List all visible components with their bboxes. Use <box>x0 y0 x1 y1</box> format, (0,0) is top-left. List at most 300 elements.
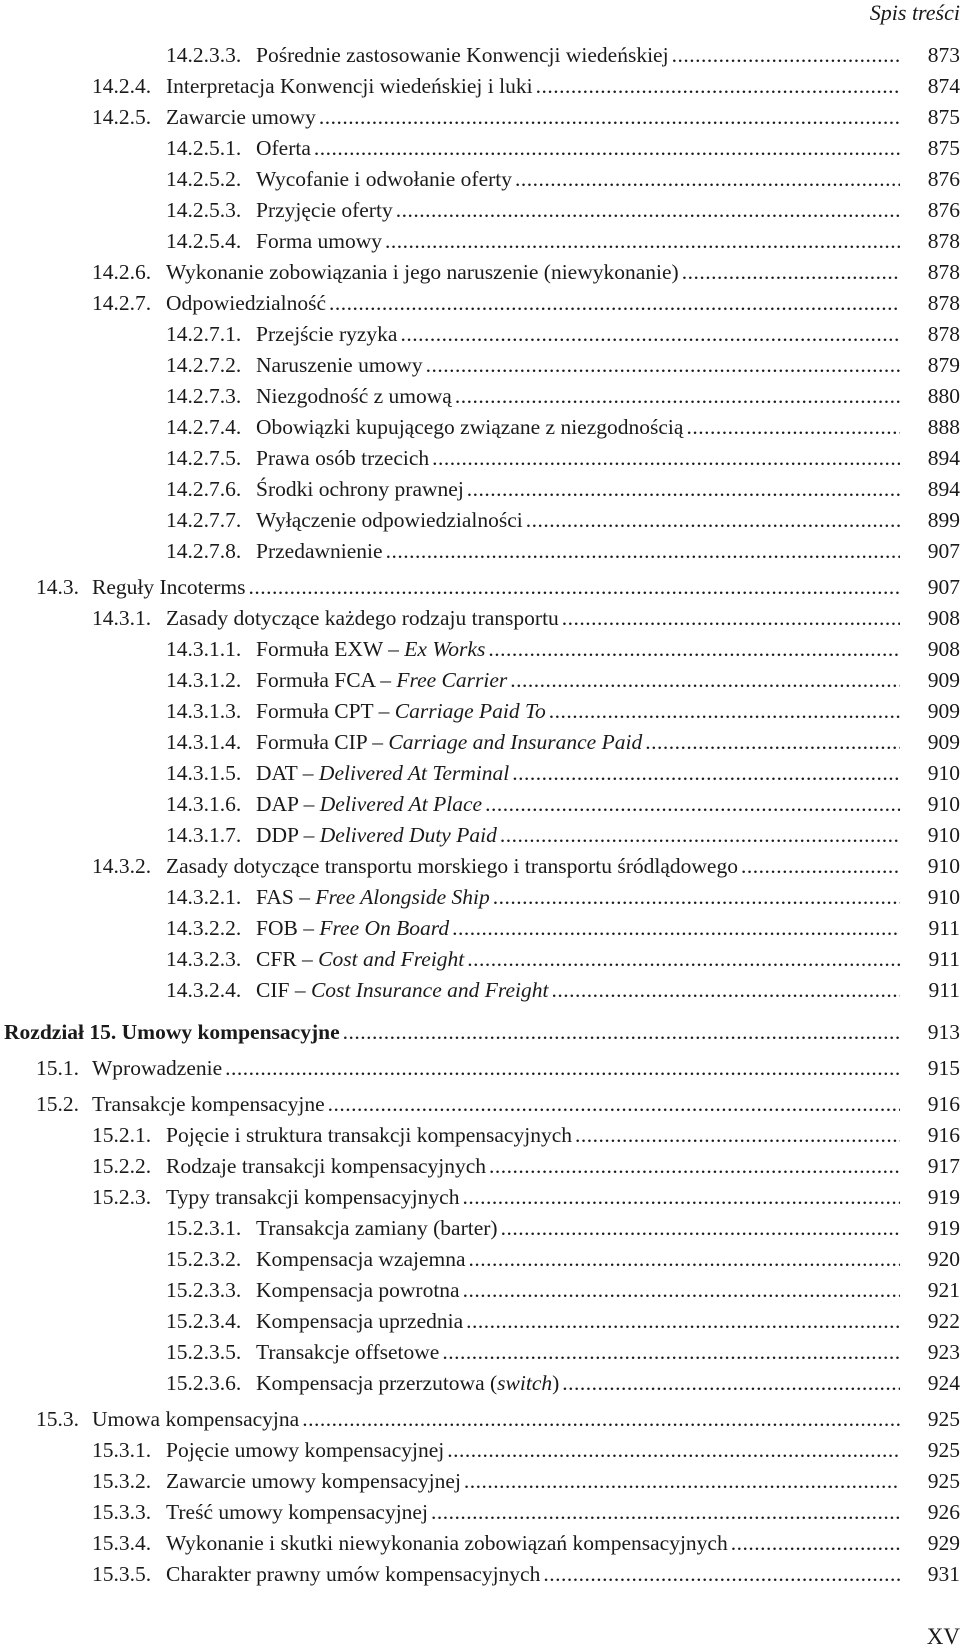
dot-leader <box>467 474 900 505</box>
dot-leader <box>501 1213 900 1244</box>
toc-entry-title-text: Zasady dotyczące transportu morskiego i transportu śródlądowego <box>166 854 738 878</box>
toc-entry[interactable] <box>0 1244 960 1275</box>
toc-entry-title-text: Formuła FCA – <box>256 668 397 692</box>
dot-leader <box>493 882 900 913</box>
toc-entry-title-text: Zawarcie umowy kompensacyjnej <box>166 1469 461 1493</box>
toc-entry-title <box>256 975 551 1006</box>
toc-entry[interactable] <box>0 1182 960 1213</box>
toc-entry-title-text: Kompensacja powrotna <box>256 1278 460 1302</box>
toc-entry[interactable] <box>0 319 960 350</box>
toc-entry-page: 875 <box>927 136 960 160</box>
toc-entry-title <box>92 572 248 603</box>
dot-leader <box>400 319 900 350</box>
toc-entry-title <box>256 412 686 443</box>
toc-entry-page: 899 <box>927 508 960 532</box>
toc-entry-title <box>256 820 500 851</box>
toc-entry-title-text: Przedawnienie <box>256 539 383 563</box>
dot-leader <box>426 350 900 381</box>
toc-entry-number: 14.3.1.5. <box>166 761 242 785</box>
toc-entry-number: 14.2.5.4. <box>166 229 242 253</box>
toc-entry[interactable] <box>0 851 960 882</box>
toc-entry-number: 15.3.3. <box>92 1500 152 1524</box>
toc-entry-title <box>256 536 386 567</box>
toc-entry[interactable] <box>0 1337 960 1368</box>
toc-entry-title-text: DDP – <box>256 823 320 847</box>
toc-entry-title <box>256 758 512 789</box>
toc-entry-number: 15.1. <box>36 1056 79 1080</box>
toc-entry-title-text: Wycofanie i odwołanie oferty <box>256 167 513 191</box>
toc-entry-title-text: Kompensacja przerzutowa ( <box>256 1371 498 1395</box>
toc-entry-page: 926 <box>927 1500 960 1524</box>
toc-entry-number: 14.3. <box>36 575 79 599</box>
toc-entry[interactable] <box>0 1089 960 1120</box>
toc-entry-page: 922 <box>927 1309 960 1333</box>
toc-entry-title <box>256 133 314 164</box>
toc-entry-page: 916 <box>927 1123 960 1147</box>
toc-entry-title-italic: Cost and Freight <box>318 947 465 971</box>
toc-entry-page: 910 <box>927 885 960 909</box>
dot-leader <box>463 1275 900 1306</box>
toc-entry[interactable] <box>0 758 960 789</box>
toc-chapter-entry[interactable] <box>0 1017 960 1048</box>
toc-entry-page: 894 <box>927 477 960 501</box>
toc-entry-title-text: Transakcja zamiany (barter) <box>256 1216 498 1240</box>
toc-entry-number: 15.3. <box>36 1407 79 1431</box>
dot-leader <box>467 944 900 975</box>
toc-entry-title-text: Transakcje offsetowe <box>256 1340 440 1364</box>
dot-leader <box>462 1182 900 1213</box>
toc-entry[interactable] <box>0 1559 960 1590</box>
toc-entry-number: 14.2.7.5. <box>166 446 242 470</box>
toc-entry[interactable] <box>0 40 960 71</box>
toc-entry-title <box>92 1404 302 1435</box>
toc-entry[interactable] <box>0 1053 960 1084</box>
toc-entry-title <box>256 727 645 758</box>
toc-entry-title-italic: Free On Board <box>319 916 450 940</box>
dot-leader <box>485 789 900 820</box>
toc-entry-title <box>166 1120 575 1151</box>
table-of-contents <box>0 40 960 1590</box>
toc-entry-number: 14.2.7.4. <box>166 415 242 439</box>
toc-entry-page: 920 <box>927 1247 960 1271</box>
toc-entry[interactable] <box>0 634 960 665</box>
toc-entry-page: 919 <box>927 1216 960 1240</box>
toc-entry-page: 875 <box>927 105 960 129</box>
toc-entry-page: 910 <box>927 792 960 816</box>
dot-leader <box>562 603 900 634</box>
toc-entry-title-text: Umowa kompensacyjna <box>92 1407 300 1431</box>
toc-entry-title-text: Forma umowy <box>256 229 383 253</box>
toc-entry[interactable] <box>0 1404 960 1435</box>
toc-entry-title-text: Reguły Incoterms <box>92 575 246 599</box>
toc-entry-title-text: DAP – <box>256 792 320 816</box>
dot-leader <box>489 1151 900 1182</box>
toc-entry-title <box>256 350 426 381</box>
toc-entry-title <box>256 381 455 412</box>
toc-entry-title-text: Formuła CPT – <box>256 699 395 723</box>
toc-entry[interactable] <box>0 288 960 319</box>
toc-entry-number: 15.2.3.4. <box>166 1309 242 1333</box>
toc-entry-number: 15.2.3.3. <box>166 1278 242 1302</box>
toc-entry-title <box>256 443 432 474</box>
toc-entry-page: 888 <box>927 415 960 439</box>
toc-entry-number: 14.2.3.3. <box>166 43 242 67</box>
toc-entry-page: 909 <box>927 668 960 692</box>
toc-entry-number: 15.2. <box>36 1092 79 1116</box>
toc-entry-title-text: Zasady dotyczące każdego rodzaju transportu <box>166 606 559 630</box>
toc-entry-title <box>166 288 329 319</box>
toc-entry-number: 14.3.1.7. <box>166 823 242 847</box>
toc-entry-page: 911 <box>928 978 960 1002</box>
toc-entry[interactable] <box>0 1151 960 1182</box>
toc-entry-page: 907 <box>927 575 960 599</box>
dot-leader <box>432 443 900 474</box>
toc-entry-number: 15.2.3.1. <box>166 1216 242 1240</box>
toc-entry-title-text: Oferta <box>256 136 311 160</box>
toc-entry-title <box>166 851 741 882</box>
toc-entry-page: 879 <box>927 353 960 377</box>
toc-entry-page: 878 <box>927 322 960 346</box>
toc-entry-title <box>256 1368 562 1399</box>
toc-entry-title <box>256 1244 469 1275</box>
dot-leader <box>686 412 900 443</box>
toc-entry-title <box>256 40 672 71</box>
toc-entry[interactable] <box>0 603 960 634</box>
toc-entry-number: 14.3.1.1. <box>166 637 242 661</box>
toc-entry-page: 924 <box>927 1371 960 1395</box>
toc-entry[interactable] <box>0 1368 960 1399</box>
toc-entry-page: 880 <box>927 384 960 408</box>
toc-entry-page: 911 <box>928 916 960 940</box>
toc-entry[interactable] <box>0 665 960 696</box>
dot-leader <box>543 1559 900 1590</box>
toc-entry[interactable] <box>0 913 960 944</box>
toc-entry-page: 925 <box>927 1438 960 1462</box>
toc-entry-title-text: FAS – <box>256 885 316 909</box>
toc-entry-title-text: Kompensacja uprzednia <box>256 1309 464 1333</box>
toc-entry-title-italic: Delivered Duty Paid <box>319 823 497 847</box>
toc-entry-page: 878 <box>927 229 960 253</box>
toc-entry-number: 15.3.1. <box>92 1438 152 1462</box>
dot-leader <box>515 164 900 195</box>
toc-entry-number: 14.3.1.4. <box>166 730 242 754</box>
toc-entry-title-italic: Carriage and Insurance Paid <box>388 730 643 754</box>
toc-entry-page: 908 <box>927 637 960 661</box>
toc-entry-page: 908 <box>927 606 960 630</box>
toc-entry-page: 878 <box>927 291 960 315</box>
toc-entry-page: 907 <box>927 539 960 563</box>
toc-entry-title-text: Odpowiedzialność <box>166 291 327 315</box>
toc-entry[interactable] <box>0 975 960 1006</box>
toc-entry[interactable] <box>0 696 960 727</box>
toc-entry-title <box>166 1528 731 1559</box>
toc-entry-title-text: Formuła EXW – <box>256 637 405 661</box>
toc-entry[interactable] <box>0 882 960 913</box>
toc-entry-title-text: Naruszenie umowy <box>256 353 423 377</box>
toc-entry-title <box>256 944 467 975</box>
dot-leader <box>452 913 900 944</box>
toc-entry-title <box>166 1182 462 1213</box>
toc-entry-title-text: FOB – <box>256 916 320 940</box>
dot-leader <box>396 195 900 226</box>
dot-leader <box>512 758 900 789</box>
toc-entry[interactable] <box>0 102 960 133</box>
toc-entry-title-italic: Delivered At Terminal <box>318 761 510 785</box>
toc-entry-title <box>256 913 452 944</box>
toc-entry[interactable] <box>0 505 960 536</box>
toc-entry[interactable] <box>0 536 960 567</box>
toc-entry-title-text: Pojęcie umowy kompensacyjnej <box>166 1438 445 1462</box>
toc-entry-number: 14.2.7.2. <box>166 353 242 377</box>
toc-entry-title-text: Niezgodność z umową <box>256 384 452 408</box>
toc-entry-number: 15.2.2. <box>92 1154 152 1178</box>
toc-entry-title <box>166 1435 447 1466</box>
toc-entry-title-italic: Delivered At Place <box>319 792 483 816</box>
toc-entry-title <box>166 1151 489 1182</box>
toc-entry-page: 917 <box>927 1154 960 1178</box>
toc-entry[interactable] <box>0 1213 960 1244</box>
toc-entry-page: 894 <box>927 446 960 470</box>
toc-entry-number: 14.2.7.3. <box>166 384 242 408</box>
dot-leader <box>672 40 900 71</box>
toc-entry-number: 14.2.7. <box>92 291 152 315</box>
toc-entry[interactable] <box>0 727 960 758</box>
toc-entry[interactable] <box>0 350 960 381</box>
toc-entry-title-italic: switch <box>497 1371 553 1395</box>
toc-entry-title-text: Formuła CIP – <box>256 730 389 754</box>
toc-entry[interactable] <box>0 71 960 102</box>
toc-entry-title-text: Rozdział 15. Umowy kompensacyjne <box>4 1020 340 1044</box>
toc-entry[interactable] <box>0 1528 960 1559</box>
toc-entry-title <box>92 1053 225 1084</box>
toc-entry[interactable] <box>0 789 960 820</box>
toc-entry-title-text: Transakcje kompensacyjne <box>92 1092 325 1116</box>
toc-entry-number: 14.2.4. <box>92 74 152 98</box>
dot-leader <box>575 1120 900 1151</box>
toc-entry[interactable] <box>0 1306 960 1337</box>
toc-entry-title-text: Wykonanie i skutki niewykonania zobowiązań kompensacyjnych <box>166 1531 728 1555</box>
dot-leader <box>385 226 900 257</box>
dot-leader <box>731 1528 900 1559</box>
toc-entry-title <box>256 696 549 727</box>
toc-entry-number: 14.3.2.3. <box>166 947 242 971</box>
toc-entry-page: 873 <box>927 43 960 67</box>
toc-entry-number: 14.2.5.1. <box>166 136 242 160</box>
dot-leader <box>447 1435 900 1466</box>
toc-entry-number: 15.3.2. <box>92 1469 152 1493</box>
toc-entry-number: 14.2.6. <box>92 260 152 284</box>
toc-entry-number: 14.3.1. <box>92 606 152 630</box>
toc-entry-title <box>256 505 526 536</box>
dot-leader <box>469 1244 900 1275</box>
toc-entry-title <box>256 1275 463 1306</box>
toc-entry-number: 14.3.1.3. <box>166 699 242 723</box>
dot-leader <box>225 1053 900 1084</box>
toc-entry-title-text: Rodzaje transakcji kompensacyjnych <box>166 1154 487 1178</box>
toc-entry-page: 919 <box>927 1185 960 1209</box>
toc-entry-title-tail: ) <box>552 1371 560 1395</box>
toc-entry-title-text: Interpretacja Konwencji wiedeńskiej i luki <box>166 74 533 98</box>
toc-entry-title <box>166 102 319 133</box>
toc-entry-title-text: DAT – <box>256 761 319 785</box>
toc-entry-title-text: Prawa osób trzecich <box>256 446 430 470</box>
toc-entry-number: 15.3.5. <box>92 1562 152 1586</box>
toc-entry-title <box>256 474 467 505</box>
dot-leader <box>741 851 900 882</box>
toc-entry-number: 14.2.5.3. <box>166 198 242 222</box>
toc-entry-title <box>256 789 485 820</box>
toc-entry-page: 910 <box>927 823 960 847</box>
toc-entry-title <box>256 1213 501 1244</box>
toc-entry-title <box>4 1017 343 1048</box>
toc-entry[interactable] <box>0 133 960 164</box>
toc-entry-number: 15.2.1. <box>92 1123 152 1147</box>
toc-entry-page: 876 <box>927 198 960 222</box>
toc-entry-number: 14.2.7.7. <box>166 508 242 532</box>
dot-leader <box>442 1337 900 1368</box>
toc-entry-title <box>166 1559 543 1590</box>
toc-entry-title-text: Środki ochrony prawnej <box>256 477 464 501</box>
toc-entry[interactable] <box>0 1466 960 1497</box>
toc-entry-page: 916 <box>927 1092 960 1116</box>
dot-leader <box>488 634 900 665</box>
dot-leader <box>431 1497 900 1528</box>
toc-entry-page: 876 <box>927 167 960 191</box>
dot-leader <box>343 1017 900 1048</box>
toc-entry-number: 14.2.7.1. <box>166 322 242 346</box>
toc-entry-number: 14.3.1.2. <box>166 668 242 692</box>
toc-entry-title-text: Przyjęcie oferty <box>256 198 393 222</box>
toc-entry-page: 931 <box>927 1562 960 1586</box>
toc-entry[interactable] <box>0 164 960 195</box>
toc-entry-title-text: Przejście ryzyka <box>256 322 398 346</box>
dot-leader <box>302 1404 900 1435</box>
toc-entry-number: 14.2.5. <box>92 105 152 129</box>
toc-entry-title <box>256 164 515 195</box>
dot-leader <box>386 536 900 567</box>
dot-leader <box>455 381 900 412</box>
dot-leader <box>464 1466 900 1497</box>
dot-leader <box>329 288 900 319</box>
toc-entry-title <box>256 634 488 665</box>
toc-entry[interactable] <box>0 1120 960 1151</box>
toc-entry-number: 14.3.1.6. <box>166 792 242 816</box>
toc-entry-number: 14.3.2.2. <box>166 916 242 940</box>
toc-entry-title-text: Obowiązki kupującego związane z niezgodnością <box>256 415 684 439</box>
toc-entry-title-text: CFR – <box>256 947 319 971</box>
page-number-folio: XV <box>926 1624 960 1649</box>
toc-entry-page: 911 <box>928 947 960 971</box>
toc-entry-page: 874 <box>927 74 960 98</box>
dot-leader <box>500 820 900 851</box>
dot-leader <box>248 572 900 603</box>
dot-leader <box>562 1368 900 1399</box>
toc-entry-page: 913 <box>927 1020 960 1044</box>
dot-leader <box>526 505 900 536</box>
dot-leader <box>536 71 900 102</box>
toc-entry-page: 910 <box>927 761 960 785</box>
toc-entry-page: 878 <box>927 260 960 284</box>
dot-leader <box>466 1306 900 1337</box>
toc-entry[interactable] <box>0 1435 960 1466</box>
toc-entry-number: 15.2.3. <box>92 1185 152 1209</box>
toc-entry[interactable] <box>0 412 960 443</box>
toc-entry-page: 921 <box>927 1278 960 1302</box>
toc-entry-number: 15.2.3.2. <box>166 1247 242 1271</box>
toc-entry-title <box>166 257 682 288</box>
toc-entry-title-text: CIF – <box>256 978 311 1002</box>
toc-entry-title-text: Zawarcie umowy <box>166 105 316 129</box>
toc-entry-title <box>166 71 536 102</box>
toc-entry[interactable] <box>0 443 960 474</box>
toc-entry-page: 925 <box>927 1407 960 1431</box>
toc-entry-page: 925 <box>927 1469 960 1493</box>
toc-entry-page: 910 <box>927 854 960 878</box>
toc-entry-title-text: Kompensacja wzajemna <box>256 1247 466 1271</box>
toc-entry-title-text: Pośrednie zastosowanie Konwencji wiedeńskiej <box>256 43 669 67</box>
toc-entry-title-text: Wprowadzenie <box>92 1056 223 1080</box>
toc-entry[interactable] <box>0 226 960 257</box>
toc-entry-title-italic: Carriage Paid To <box>394 699 546 723</box>
toc-entry-title <box>166 603 562 634</box>
toc-entry-number: 14.3.2.4. <box>166 978 242 1002</box>
toc-entry-title <box>256 226 385 257</box>
toc-entry[interactable] <box>0 1275 960 1306</box>
toc-entry-title-text: Typy transakcji kompensacyjnych <box>166 1185 460 1209</box>
dot-leader <box>314 133 900 164</box>
dot-leader <box>319 102 900 133</box>
dot-leader <box>328 1089 900 1120</box>
toc-entry[interactable] <box>0 474 960 505</box>
dot-leader <box>549 696 900 727</box>
toc-entry-title <box>256 1337 442 1368</box>
toc-entry-title-italic: Free Carrier <box>396 668 508 692</box>
toc-entry-title-text: Wykonanie zobowiązania i jego naruszenie (niewykonanie) <box>166 260 679 284</box>
toc-entry-title <box>92 1089 328 1120</box>
toc-entry[interactable] <box>0 572 960 603</box>
toc-entry-page: 929 <box>927 1531 960 1555</box>
toc-entry-title <box>256 195 396 226</box>
toc-entry-title <box>256 882 493 913</box>
toc-entry[interactable] <box>0 257 960 288</box>
toc-entry-title-italic: Cost Insurance and Freight <box>310 978 549 1002</box>
dot-leader <box>510 665 900 696</box>
toc-entry-title <box>166 1497 431 1528</box>
toc-entry-title-text: Charakter prawny umów kompensacyjnych <box>166 1562 541 1586</box>
toc-entry-title <box>256 319 400 350</box>
toc-entry-number: 14.3.2.1. <box>166 885 242 909</box>
dot-leader <box>551 975 900 1006</box>
toc-entry[interactable] <box>0 1497 960 1528</box>
toc-entry[interactable] <box>0 195 960 226</box>
toc-entry[interactable] <box>0 944 960 975</box>
toc-entry-page: 915 <box>927 1056 960 1080</box>
dot-leader <box>682 257 900 288</box>
toc-entry-number: 14.2.7.8. <box>166 539 242 563</box>
toc-entry-title-text: Wyłączenie odpowiedzialności <box>256 508 523 532</box>
toc-entry-title <box>166 1466 464 1497</box>
toc-entry-title <box>256 665 510 696</box>
toc-entry-title-text: Pojęcie i struktura transakcji kompensacyjnych <box>166 1123 572 1147</box>
toc-entry[interactable] <box>0 381 960 412</box>
toc-entry[interactable] <box>0 820 960 851</box>
toc-entry-number: 14.2.5.2. <box>166 167 242 191</box>
toc-entry-page: 909 <box>927 730 960 754</box>
running-head: Spis treści <box>869 0 960 25</box>
toc-entry-title-italic: Ex Works <box>404 637 486 661</box>
toc-entry-page: 909 <box>927 699 960 723</box>
toc-entry-number: 15.2.3.5. <box>166 1340 242 1364</box>
